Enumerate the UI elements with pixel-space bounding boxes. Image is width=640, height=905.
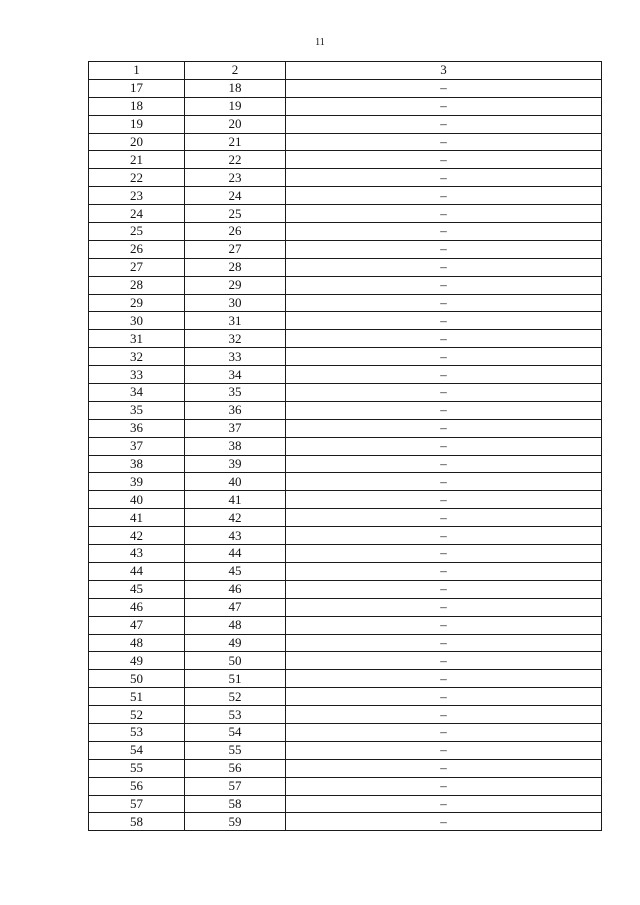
table-cell-col-2: 29 [185,276,286,294]
table-row [89,455,602,473]
table-row [89,509,602,527]
table-cell-col-3: – [286,366,602,384]
table-body [89,79,602,830]
table-cell-col-1: 40 [89,491,185,509]
table-cell-col-3: – [286,598,602,616]
table-cell-col-1: 43 [89,545,185,563]
table-cell-col-3: – [286,384,602,402]
table-cell-col-1: 24 [89,205,185,223]
table-row [89,169,602,187]
table-row [89,616,602,634]
table-cell-col-1: 42 [89,527,185,545]
table-cell-col-3: – [286,437,602,455]
table-row [89,491,602,509]
table-cell-col-3: – [286,706,602,724]
table-row [89,706,602,724]
table-cell-col-1: 23 [89,187,185,205]
table-cell-col-1: 51 [89,688,185,706]
table-cell-col-3: – [286,348,602,366]
table-cell-col-2: 49 [185,634,286,652]
table-cell-col-2: 54 [185,723,286,741]
table-cell-col-2: 46 [185,580,286,598]
table-cell-col-3: – [286,205,602,223]
table-cell-col-3: – [286,795,602,813]
table-cell-col-1: 37 [89,437,185,455]
table-cell-col-2: 18 [185,79,286,97]
table-cell-col-1: 32 [89,348,185,366]
table-cell-col-1: 31 [89,330,185,348]
table-cell-col-1: 53 [89,723,185,741]
table-row [89,527,602,545]
table-cell-col-1: 44 [89,562,185,580]
table-row [89,330,602,348]
table-cell-col-1: 18 [89,97,185,115]
table-cell-col-3: – [286,527,602,545]
table-cell-col-1: 48 [89,634,185,652]
table-cell-col-2: 35 [185,384,286,402]
table-row [89,652,602,670]
table-cell-col-2: 56 [185,759,286,777]
table-row [89,97,602,115]
table-cell-col-2: 48 [185,616,286,634]
table-row [89,759,602,777]
table-cell-col-1: 50 [89,670,185,688]
table-cell-col-3: – [286,777,602,795]
table-cell-col-1: 55 [89,759,185,777]
table-cell-col-2: 55 [185,741,286,759]
table-cell-col-3: – [286,401,602,419]
table-cell-col-2: 51 [185,670,286,688]
table-cell-col-2: 19 [185,97,286,115]
table-row [89,258,602,276]
table-cell-col-2: 32 [185,330,286,348]
table-row [89,348,602,366]
table-cell-col-2: 38 [185,437,286,455]
table-cell-col-1: 58 [89,813,185,831]
table-row [89,79,602,97]
table-cell-col-2: 25 [185,205,286,223]
table-cell-col-3: – [286,169,602,187]
table-cell-col-1: 41 [89,509,185,527]
table-cell-col-2: 28 [185,258,286,276]
table-cell-col-3: – [286,473,602,491]
table-cell-col-3: – [286,580,602,598]
table-cell-col-3: – [286,634,602,652]
table-cell-col-3: – [286,133,602,151]
table-cell-col-3: – [286,562,602,580]
table-cell-col-2: 53 [185,706,286,724]
table-row [89,473,602,491]
table-cell-col-2: 33 [185,348,286,366]
table-cell-col-2: 47 [185,598,286,616]
table-cell-col-2: 57 [185,777,286,795]
table-cell-col-3: – [286,813,602,831]
table-row [89,795,602,813]
table-cell-col-1: 26 [89,240,185,258]
table-row [89,384,602,402]
table-cell-col-3: – [286,455,602,473]
table-cell-col-1: 29 [89,294,185,312]
table-cell-col-2: 39 [185,455,286,473]
table-cell-col-2: 30 [185,294,286,312]
table-row [89,133,602,151]
table-cell-col-3: – [286,741,602,759]
table-cell-col-1: 20 [89,133,185,151]
table-row [89,598,602,616]
table-cell-col-2: 27 [185,240,286,258]
table-row [89,580,602,598]
table-cell-col-1: 17 [89,79,185,97]
table-cell-col-1: 49 [89,652,185,670]
table-cell-col-2: 23 [185,169,286,187]
table-row [89,419,602,437]
table-row [89,276,602,294]
table-cell-col-3: – [286,670,602,688]
table-cell-col-2: 26 [185,223,286,241]
table-cell-col-3: – [286,491,602,509]
column-header-3: 3 [286,62,602,80]
table-cell-col-3: – [286,312,602,330]
column-header-1: 1 [89,62,185,80]
table-cell-col-2: 58 [185,795,286,813]
table-cell-col-1: 21 [89,151,185,169]
table-cell-col-2: 22 [185,151,286,169]
table-cell-col-3: – [286,509,602,527]
table-row [89,151,602,169]
table-row [89,437,602,455]
data-table [88,61,602,831]
table-cell-col-1: 54 [89,741,185,759]
table-cell-col-3: – [286,187,602,205]
table-row [89,634,602,652]
table-cell-col-3: – [286,723,602,741]
table-cell-col-2: 36 [185,401,286,419]
table-cell-col-1: 25 [89,223,185,241]
table-cell-col-2: 34 [185,366,286,384]
table-row [89,205,602,223]
table-cell-col-3: – [286,223,602,241]
table-cell-col-2: 31 [185,312,286,330]
table-cell-col-3: – [286,258,602,276]
table-cell-col-2: 44 [185,545,286,563]
table-cell-col-1: 39 [89,473,185,491]
table-row [89,562,602,580]
table-cell-col-1: 47 [89,616,185,634]
table-cell-col-2: 37 [185,419,286,437]
table-cell-col-1: 19 [89,115,185,133]
table-cell-col-3: – [286,97,602,115]
table-cell-col-3: – [286,688,602,706]
table-cell-col-1: 35 [89,401,185,419]
table-row [89,688,602,706]
table-cell-col-3: – [286,79,602,97]
table-cell-col-3: – [286,240,602,258]
table-cell-col-2: 45 [185,562,286,580]
table-cell-col-3: – [286,330,602,348]
table-cell-col-2: 50 [185,652,286,670]
table-row [89,741,602,759]
table-cell-col-1: 57 [89,795,185,813]
table-row [89,401,602,419]
table-cell-col-2: 24 [185,187,286,205]
table-cell-col-3: – [286,545,602,563]
table-header [89,62,602,80]
table-row [89,312,602,330]
table-cell-col-2: 43 [185,527,286,545]
table-cell-col-1: 22 [89,169,185,187]
table-cell-col-1: 36 [89,419,185,437]
table-cell-col-2: 41 [185,491,286,509]
table-row [89,723,602,741]
table-cell-col-3: – [286,115,602,133]
table-row [89,294,602,312]
table-cell-col-2: 40 [185,473,286,491]
table-cell-col-2: 20 [185,115,286,133]
table-cell-col-3: – [286,759,602,777]
table-cell-col-1: 38 [89,455,185,473]
table-cell-col-1: 56 [89,777,185,795]
table-cell-col-1: 46 [89,598,185,616]
table-cell-col-3: – [286,276,602,294]
column-header-2: 2 [185,62,286,80]
header-row [89,62,602,80]
table-row [89,366,602,384]
page-number: 11 [315,37,325,48]
table-cell-col-1: 52 [89,706,185,724]
table-row [89,545,602,563]
table-cell-col-3: – [286,616,602,634]
table-cell-col-1: 28 [89,276,185,294]
table-cell-col-3: – [286,652,602,670]
table-cell-col-2: 59 [185,813,286,831]
table-cell-col-2: 21 [185,133,286,151]
table-row [89,240,602,258]
table-cell-col-1: 30 [89,312,185,330]
table-row [89,223,602,241]
table-cell-col-2: 52 [185,688,286,706]
table-cell-col-2: 42 [185,509,286,527]
table-row [89,670,602,688]
table-row [89,115,602,133]
table-row [89,813,602,831]
table-cell-col-3: – [286,151,602,169]
table-cell-col-3: – [286,294,602,312]
table-row [89,187,602,205]
table-cell-col-1: 33 [89,366,185,384]
table-cell-col-3: – [286,419,602,437]
table-cell-col-1: 27 [89,258,185,276]
table-row [89,777,602,795]
table-cell-col-1: 34 [89,384,185,402]
table-cell-col-1: 45 [89,580,185,598]
